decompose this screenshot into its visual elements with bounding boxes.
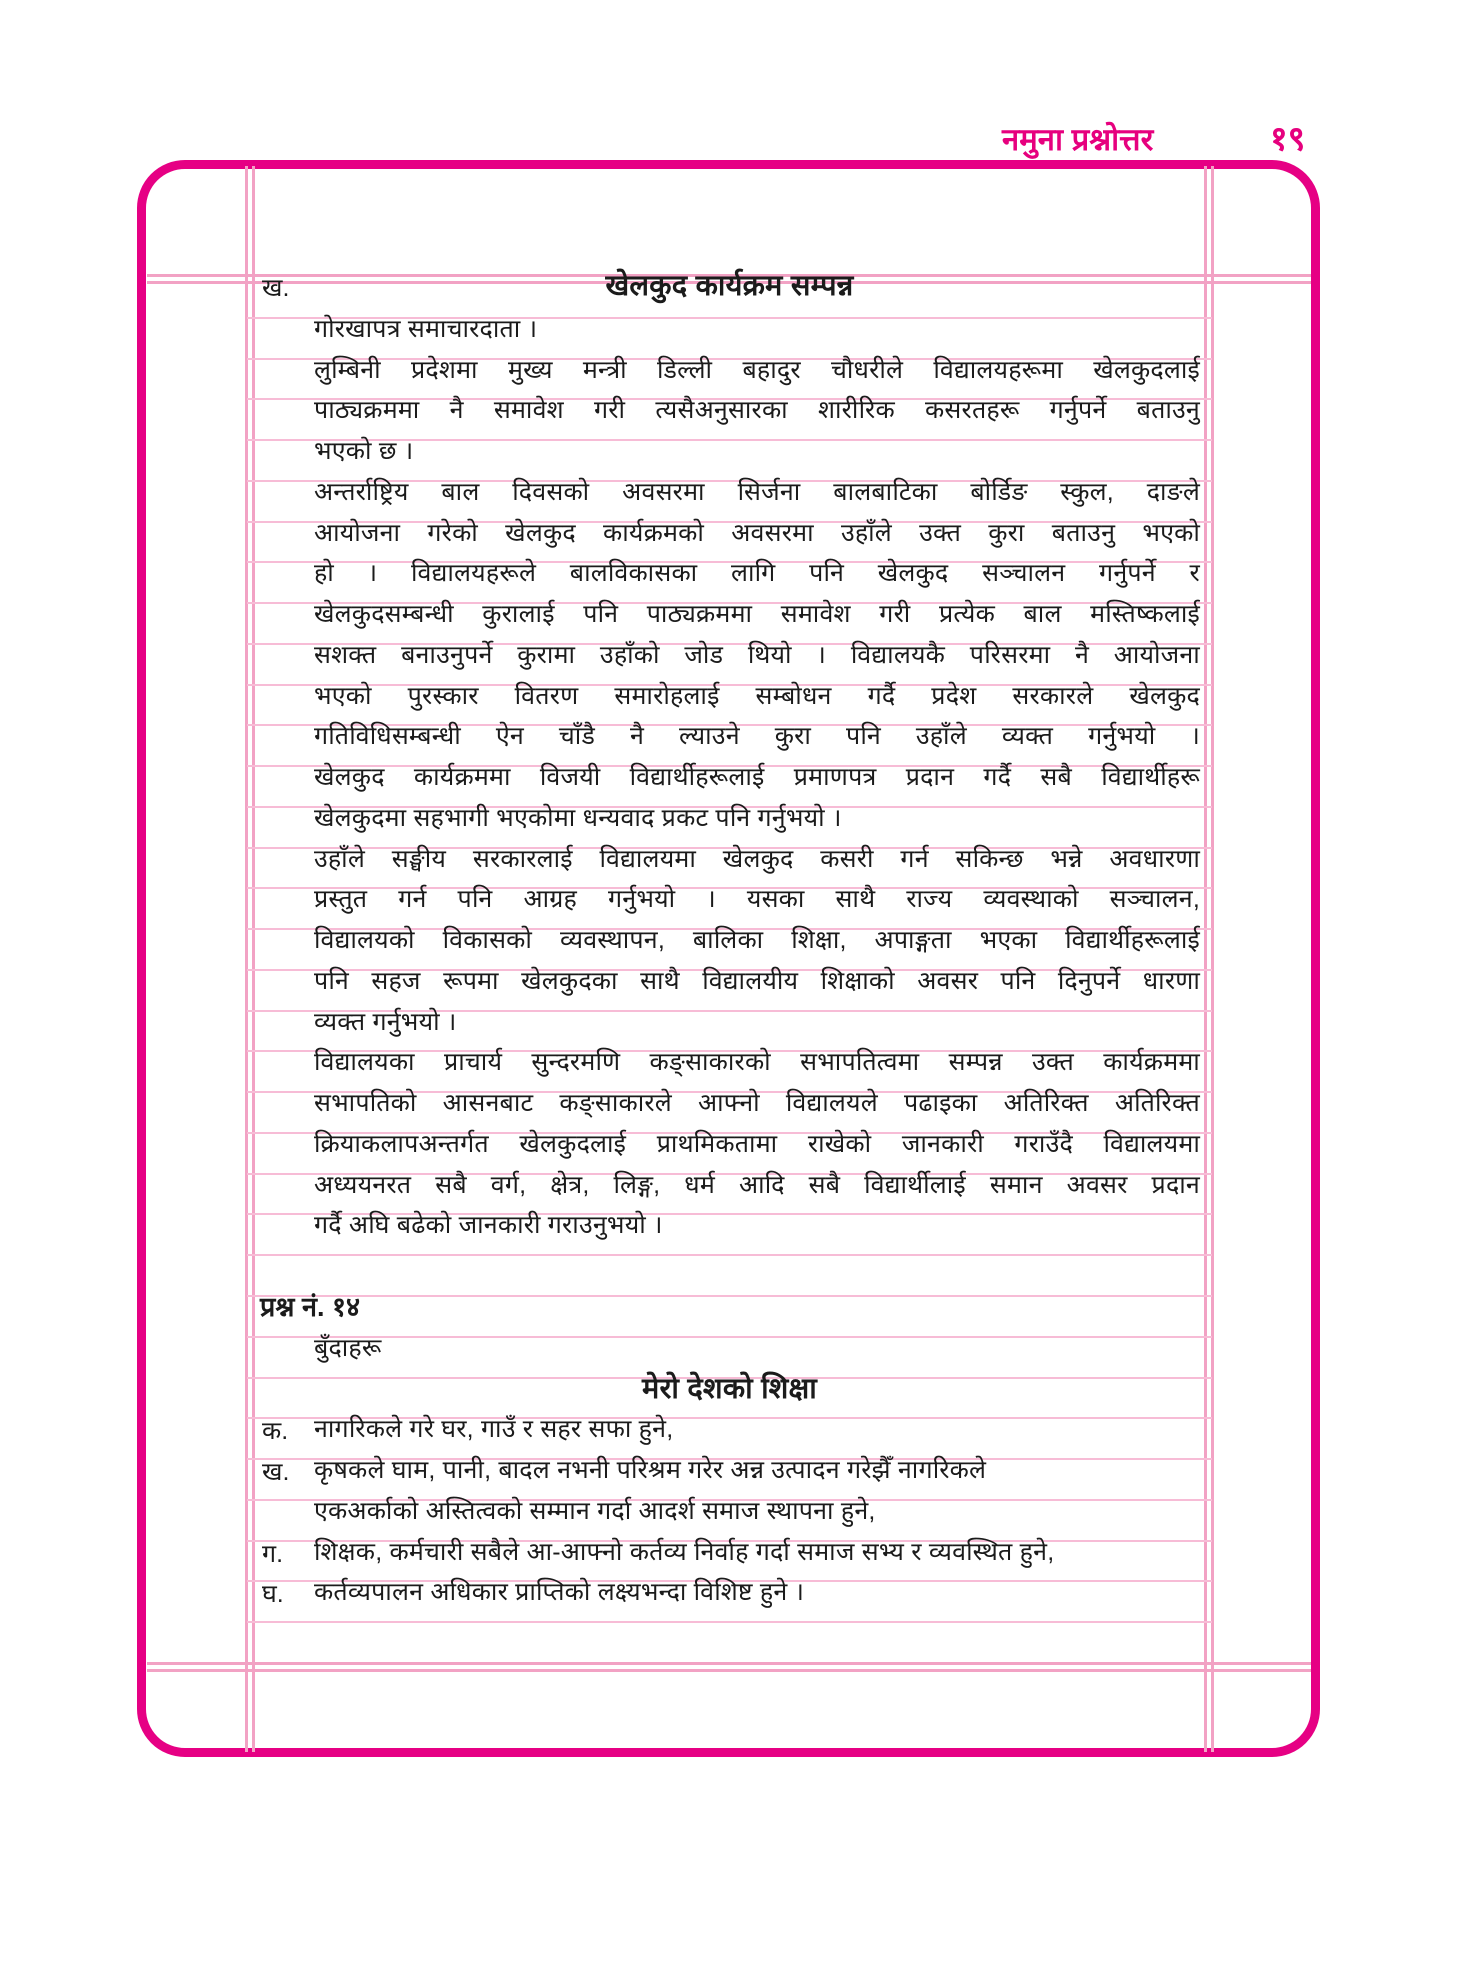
article-line: विद्यालयको विकासको व्यवस्थापन, बालिका शिक्षा, अपाङ्गता भएका विद्यार्थीहरूलाई <box>314 926 1200 955</box>
article-line: गतिविधिसम्बन्धी ऐन चाँडै नै ल्याउने कुरा पनि उहाँले व्यक्त गर्नुभयो । <box>314 722 1200 751</box>
article-line: गर्दै अघि बढेको जानकारी गराउनुभयो । <box>314 1211 663 1240</box>
header-title: नमुना प्रश्नोत्तर <box>1002 122 1154 157</box>
question-number-heading: प्रश्न नं. १४ <box>260 1292 361 1322</box>
page-number: १९ <box>1270 120 1306 158</box>
point-label: क. <box>262 1417 289 1446</box>
ruled-line-blank <box>247 1621 1212 1662</box>
point-line: नागरिकले गरे घर, गाउँ र सहर सफा हुने, <box>314 1415 674 1444</box>
article-line: भएको पुरस्कार वितरण समारोहलाई सम्बोधन गर्दै प्रदेश सरकारले खेलकुद <box>314 681 1200 710</box>
point-line: एकअर्काको अस्तित्वको सम्मान गर्दा आदर्श समाज स्थापना हुने, <box>314 1496 876 1525</box>
ruled-row <box>247 1213 1212 1254</box>
article-line: विद्यालयका प्राचार्य सुन्दरमणि कङ्साकारको सभापतित्वमा सम्पन्न उक्त कार्यक्रममा <box>314 1048 1200 1077</box>
article-line: गोरखापत्र समाचारदाता । <box>314 314 538 343</box>
article-title: खेलकुद कार्यक्रम सम्पन्न <box>605 270 854 302</box>
point-label: घ. <box>262 1580 284 1609</box>
article-line: पाठ्यक्रममा नै समावेश गरी त्यसैअनुसारका शारीरिक कसरतहरू गर्नुपर्ने बताउनु <box>314 396 1200 425</box>
point-line: कृषकले घाम, पानी, बादल नभनी परिश्रम गरेर अन्न उत्पादन गरेझैँ नागरिकले <box>314 1456 987 1485</box>
article-line: क्रियाकलापअन्तर्गत खेलकुदलाई प्राथमिकतामा राखेको जानकारी गराउँदै विद्यालयमा <box>314 1129 1200 1158</box>
article-line: भएको छ । <box>314 437 414 466</box>
article-line: हो । विद्यालयहरूले बालविकासका लागि पनि खेलकुद सञ्चालन गर्नुपर्ने र <box>314 559 1200 588</box>
article-line: प्रस्तुत गर्न पनि आग्रह गर्नुभयो । यसका साथै राज्य व्यवस्थाको सञ्चालन, <box>314 885 1200 914</box>
point-label: ग. <box>262 1539 284 1568</box>
ruled-line-blank <box>247 1254 1212 1295</box>
article-line: खेलकुदमा सहभागी भएकोमा धन्यवाद प्रकट पनि गर्नुभयो । <box>314 803 842 832</box>
article-line: अन्तर्राष्ट्रिय बाल दिवसको अवसरमा सिर्जना बालबाटिका बोर्डिङ स्कुल, दाङले <box>314 477 1200 506</box>
article-line: अध्ययनरत सबै वर्ग, क्षेत्र, लिङ्ग, धर्म आदि सबै विद्यार्थीलाई समान अवसर प्रदान <box>314 1170 1200 1199</box>
article-line: आयोजना गरेको खेलकुद कार्यक्रमको अवसरमा उहाँले उक्त कुरा बताउनु भएको <box>314 518 1200 547</box>
bottom-margin-line-outer <box>147 1669 1311 1672</box>
article-line: पनि सहज रूपमा खेलकुदका साथै विद्यालयीय शिक्षाको अवसर पनि दिनुपर्ने धारणा <box>314 966 1200 995</box>
ruled-row <box>247 1292 1212 1336</box>
points-heading: बुँदाहरू <box>314 1333 382 1362</box>
ruled-row <box>247 1580 1212 1621</box>
point-line: शिक्षक, कर्मचारी सबैले आ-आफ्नो कर्तव्य निर्वाह गर्दा समाज सभ्य र व्यवस्थित हुने, <box>314 1537 1055 1566</box>
article-line: लुम्बिनी प्रदेशमा मुख्य मन्त्री डिल्ली बहादुर चौधरीले विद्यालयहरूमा खेलकुदलाई <box>314 355 1200 384</box>
essay-title: मेरो देशको शिक्षा <box>641 1372 818 1405</box>
article-line: व्यक्त गर्नुभयो । <box>314 1007 457 1036</box>
article-line: उहाँले सङ्घीय सरकारलाई विद्यालयमा खेलकुद कसरी गर्न सकिन्छ भन्ने अवधारणा <box>314 844 1200 873</box>
article-line: सभापतिको आसनबाट कङ्साकारले आफ्नो विद्यालयले पढाइका अतिरिक्त अतिरिक्त <box>314 1089 1200 1118</box>
bottom-margin-line-inner <box>147 1662 1311 1665</box>
point-label: ख. <box>262 1458 290 1487</box>
article-line: खेलकुदसम्बन्धी कुरालाई पनि पाठ्यक्रममा समावेश गरी प्रत्येक बाल मस्तिष्कलाई <box>314 600 1200 629</box>
point-line: कर्तव्यपालन अधिकार प्राप्तिको लक्ष्यभन्दा विशिष्ट हुने । <box>314 1578 805 1607</box>
article-line: खेलकुद कार्यक्रममा विजयी विद्यार्थीहरूलाई प्रमाणपत्र प्रदान गर्दै सबै विद्यार्थीहरू <box>314 763 1200 792</box>
article-section-label: ख. <box>262 274 290 302</box>
article-line: सशक्त बनाउनुपर्ने कुरामा उहाँको जोड थियो । विद्यालयकै परिसरमा नै आयोजना <box>314 640 1200 669</box>
